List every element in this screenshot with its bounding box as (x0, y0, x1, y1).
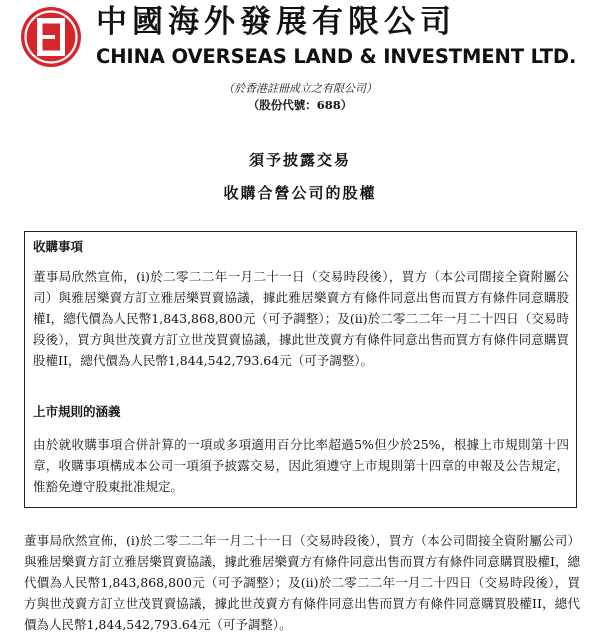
section-title-acquisition: 收購事項 (33, 239, 84, 254)
stock-code: （股份代號：688） (247, 98, 353, 112)
section-text-acquisition: 董事局欣然宣佈，(i)於二零二二年一月二十一日（交易時段後），買方（本公司間接全資附屬公司）與雅居樂賣方訂立雅居樂買賣協議，據此雅居樂賣方有條件同意出售而買方有條件同意購股權I，總代價為人民幣1,843,868,800元（可予調整）；及(ii)於二零二二年一月二十四日（交易時段後），買方與世茂賣方訂立世茂買賣協議，據此世茂賣方有條件同意出售而買方有條件同意購買股權II，總代價為人民幣1,844,542,793.64元（可予調整）。 (33, 269, 569, 368)
announcement-title-1: 須予披露交易 (248, 151, 351, 169)
section-text-listing-rules: 由於就收購事項合併計算的一項或多項適用百分比率超過5%但少於25%，根據上市規則第十四章，收購事項構成本公司一項須予披露交易，因此須遵守上市規則第十四章的申報及公告規定，惟豁免遵守股東批准規定。 (33, 437, 569, 494)
body-paragraph: 董事局欣然宣佈，(i)於二零二二年一月二十一日（交易時段後），買方（本公司間接全資附屬公司）與雅居樂賣方訂立雅居樂買賣協議，據此雅居樂賣方有條件同意出售而買方有條件同意購買股權I，總代價為人民幣1,843,868,800元（可予調整）；及(ii)於二零二二年一月二十四日（交易時段後），買方與世茂賣方訂立世茂買賣協議，據此世茂賣方有條件同意出售而買方有條件同意購買股權II，總代價為人民幣1,844,542,793.64元（可予調整）。 (24, 533, 580, 632)
company-name-en: CHINA OVERSEAS LAND & INVESTMENT LTD. (96, 45, 577, 68)
section-title-listing-rules: 上市規則的涵義 (33, 404, 121, 419)
incorporation-note: （於香港註冊成立之有限公司） (223, 82, 377, 95)
coli-logo-icon (20, 6, 82, 68)
company-name-zh: 中國海外發展有限公司 (96, 4, 456, 40)
announcement-title-2: 收購合營公司的股權 (223, 184, 377, 202)
